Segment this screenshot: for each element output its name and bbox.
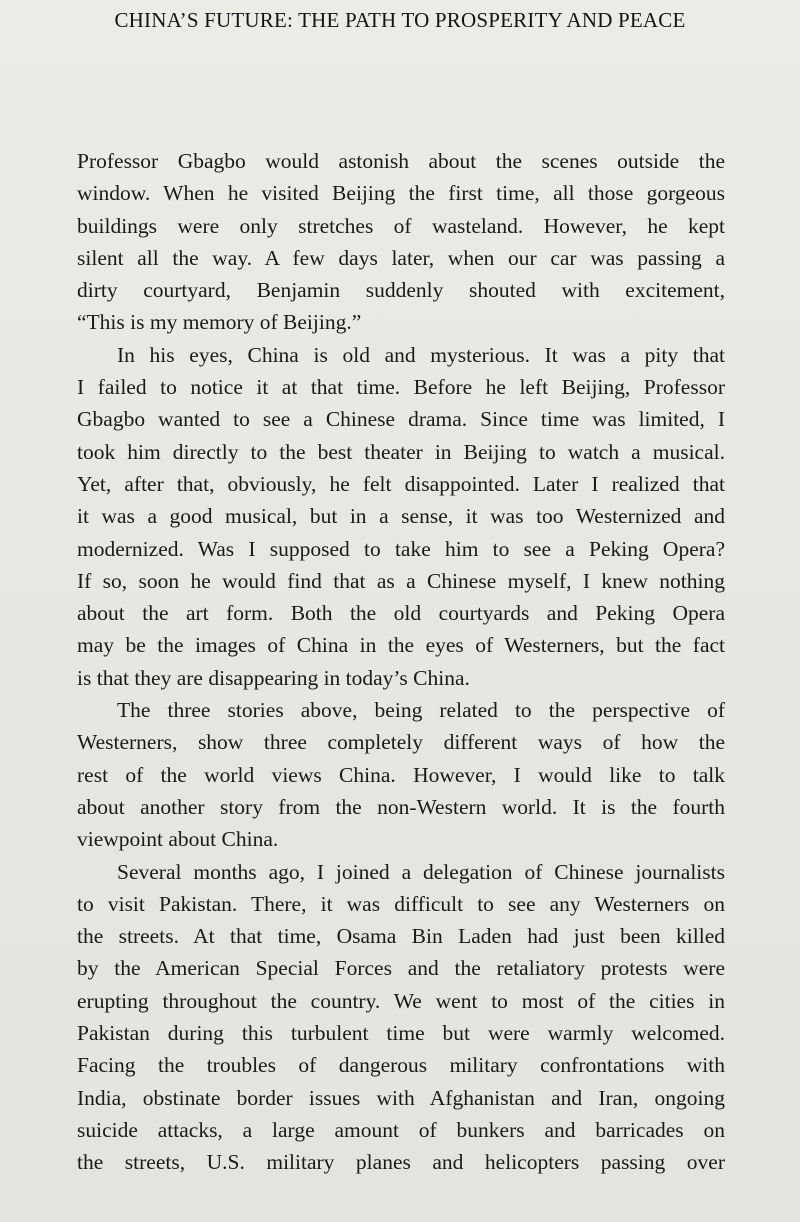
text-line: In his eyes, China is old and mysterious. It was a pity that [117,342,725,367]
text-line: If so, soon he would find that as a Chinese myself, I knew nothing [77,568,725,593]
text-line: I failed to notice it at that time. Before he left Beijing, Professor [77,375,725,400]
text-line: Yet, after that, obviously, he felt disappointed. Later I realized that [77,471,725,496]
text-line: may be the images of China in the eyes of Westerners, but the fact [77,633,725,658]
text-line: viewpoint about China. [77,827,279,852]
text-line: about the art form. Both the old courtyards and Peking Opera [77,601,725,626]
text-line: rest of the world views China. However, I would like to talk [77,762,725,787]
text-line: erupting throughout the country. We went to most of the cities in [77,988,725,1013]
text-line: silent all the way. A few days later, when our car was passing a [77,245,725,270]
paragraph [77,694,725,855]
text-line: window. When he visited Beijing the first time, all those gorgeous [77,181,725,206]
text-line: Professor Gbagbo would astonish about the scenes outside the [77,149,725,173]
text-line: The three stories above, being related to the perspective of [117,698,725,723]
paragraph [77,145,725,339]
text-line: to visit Pakistan. There, it was difficult to see any Westerners on [77,891,725,916]
text-line: about another story from the non-Western world. It is the fourth [77,794,725,819]
text-line: Facing the troubles of dangerous military confrontations with [77,1053,725,1078]
text-line: Gbagbo wanted to see a Chinese drama. Since time was limited, I [77,407,725,432]
paragraph [77,339,725,694]
body-text [77,145,725,1179]
text-line: the streets, U.S. military planes and helicopters passing over [77,1150,725,1175]
text-line: India, obstinate border issues with Afghanistan and Iran, ongoing [77,1085,725,1110]
paragraph [77,856,725,1179]
text-line: it was a good musical, but in a sense, it was too Westernized and [77,504,725,529]
text-line: modernized. Was I supposed to take him to see a Peking Opera? [77,536,725,561]
text-line: “This is my memory of Beijing.” [77,310,362,335]
text-line: Pakistan during this turbulent time but were warmly welcomed. [77,1021,725,1046]
text-line: buildings were only stretches of wasteland. However, he kept [77,213,725,238]
text-line: took him directly to the best theater in Beijing to watch a musical. [77,439,725,464]
text-line: Several months ago, I joined a delegation of Chinese journalists [117,859,725,884]
text-line: the streets. At that time, Osama Bin Laden had just been killed [77,924,725,949]
text-line: Westerners, show three completely different ways of how the [77,730,725,755]
text-line: suicide attacks, a large amount of bunkers and barricades on [77,1117,725,1142]
running-head: CHINA’S FUTURE: THE PATH TO PROSPERITY AND PEACE [114,8,686,32]
text-line: dirty courtyard, Benjamin suddenly shouted with excitement, [77,278,725,303]
text-line: by the American Special Forces and the retaliatory protests were [77,956,725,981]
text-line: is that they are disappearing in today’s China. [77,665,470,690]
